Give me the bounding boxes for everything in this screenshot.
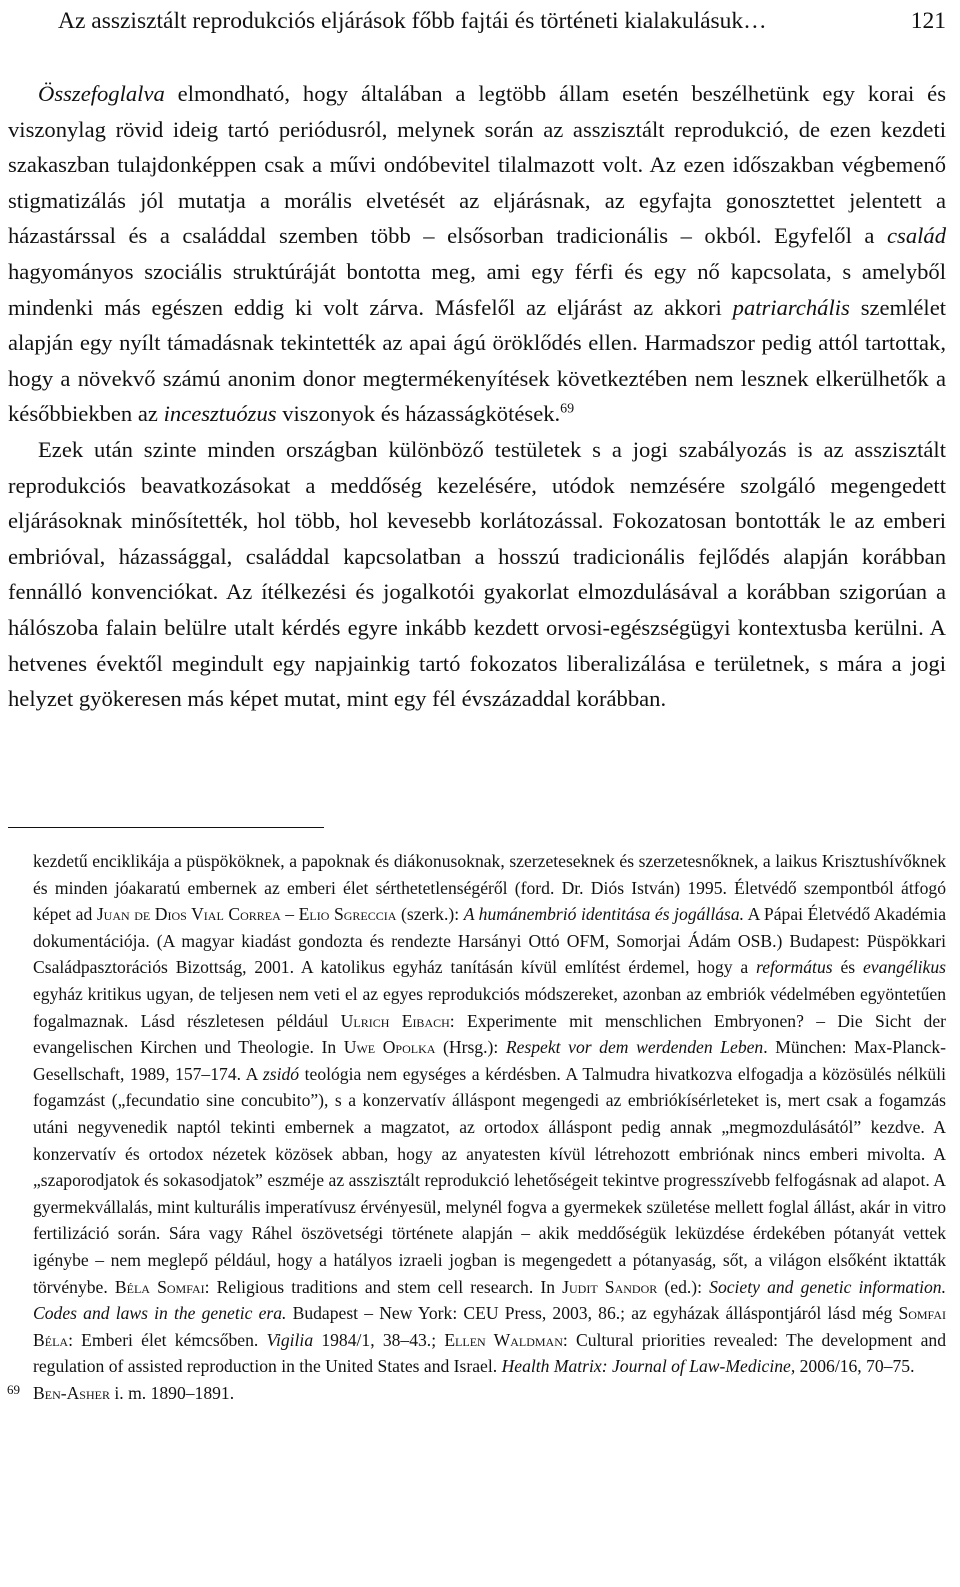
author-name: Juan de Dios Vial Correa [96, 904, 281, 925]
footnote-separator [8, 827, 324, 828]
italic-term: incesztuózus [163, 401, 277, 427]
footnote-number: 69 [7, 1381, 20, 1397]
author-name: Ben-Asher [33, 1382, 110, 1403]
book-title: Respekt vor dem werdenden Leben [505, 1037, 764, 1058]
text-run: 1984/1, 38–43.; [313, 1329, 445, 1350]
author-name: Uwe Opolka [343, 1037, 436, 1058]
author-name: Somfai Béla [33, 1303, 947, 1350]
footnote-69 [7, 1380, 946, 1407]
italic-term: református [756, 957, 833, 978]
text-run: (ed.): [657, 1276, 710, 1297]
running-header [0, 6, 946, 36]
text-run: – [280, 904, 299, 925]
author-name: Elio Sgreccia [298, 904, 397, 925]
text-run: és [832, 957, 863, 978]
italic-term: család [887, 223, 946, 249]
italic-lead: Összefoglalva [38, 81, 165, 106]
text-run: elmondható, hogy általában a legtöbb állam esetén beszélhetünk egy korai és viszonylag rövid ideig tartó periódusról, melynek során az asszisztált reprodukció, de ezen kezdeti szakaszban tulajdonképpen csak a művi ondóbevitel tilalmazott volt. Az ezen időszakban végbemenő stigmatizálás jól mutatja a morális elvetését az eljárásnak, az egyfajta gonosztettet jelentett a házastárssal és a családdal szemben több – elsősorban tradicionális – okból. Egyfelől a [8, 81, 946, 249]
page-number: 121 [910, 8, 946, 34]
text-run: : Experimente mit menschlichen Embryonen? – Die Sicht der evangelischen Kirchen und Theologie. In [33, 1010, 946, 1058]
author-name: Béla Somfai [114, 1276, 205, 1297]
italic-term: zsidó [262, 1063, 300, 1084]
text-run: hagyományos szociális struktúráját bontotta meg, ami egy férfi és egy nő kapcsolata, s amelyből mindenki más egészen eddig ki volt zárva. Másfelől az eljárást az akkori [8, 258, 946, 320]
text-run: szemlélet alapján egy nyílt támadásnak tekintették az apai ágú öröklődés ellen. Harmadszor pedig attól tartottak, hogy a növekvő számú anonim donor megtermékenyítések következtében nem lesznek elkerülhetők a későbbiekben az [8, 294, 947, 427]
text-run: (szerk.): [396, 904, 464, 925]
paragraph-2: Ezek után szinte minden országban különböző testületek s a jogi szabályozás is az asszisztált reprodukciós beavatkozásokat a meddőség kezelésére, utódok nemzésére szolgáló megengedett eljárásoknak minősítették, hol több, hol kevesebb korlátozással. Fokozatosan bontották le az emberi embrióval, házassággal, családdal kapcsolatban a hosszú tradicionális fejlődés alapján korábban fennálló konvenciókat. Az ítélkezési és jogalkotói gyakorlat elmozdulásával a korábban szigorúan a hálószoba falain belülre utalt kérdés egyre inkább kezdett orvosi-egészségügyi kontextusba kerülni. A hetvenes évektől megindult egy napjainkig tartó fokozatos liberalizálása e területnek, s mára a jogi helyzet gyökeresen más képet mutat, mint egy fél évszázaddal korábban. [8, 436, 946, 712]
text-run: 2006/16, 70–75. [795, 1356, 915, 1377]
book-title: Society and genetic information. Codes and laws in the genetic era. [33, 1276, 947, 1324]
text-run: (Hrsg.): [435, 1037, 506, 1058]
author-name: Ellen Waldman [444, 1329, 563, 1350]
text-run: : Religious traditions and stem cell research. In [204, 1276, 563, 1297]
book-title: A humánembrió identitása és jogállása. [463, 904, 745, 925]
footnote-ref-69[interactable]: 69 [560, 401, 575, 417]
main-text [8, 76, 946, 717]
text-run: . München: Max-Planck-Gesellschaft, 1989, 157–174. A [33, 1037, 946, 1084]
author-name: Ulrich Eibach [340, 1010, 450, 1031]
footnote-continued [33, 848, 946, 1380]
text-run: i. m. 1890–1891. [109, 1382, 235, 1403]
author-name: Judit Sandor [562, 1276, 658, 1297]
italic-term: patriarchális [732, 294, 850, 320]
text-run: : Cultural priorities revealed: The development and regulation of assisted reproduction in the United States and Israel. [33, 1329, 946, 1377]
text-run: egyház kritikus ugyan, de teljesen nem veti el az egyes reprodukciós módszereket, azonban az embriók védelmében egyöntetűen fogalmaznak. Lásd részletesen például [33, 983, 946, 1031]
paragraph-1 [8, 76, 946, 432]
text-run: kezdetű enciklikája a püspököknek, a papoknak és diákonusoknak, szerzeteseknek és szerzetesnőknek, a laikus Krisztushívőknek és minden jóakaratú embernek az emberi élet sérthetetlenségéről (ford. Dr. Diós István) 1995. Életvédő szempontból átfogó képet ad [33, 851, 946, 925]
text-run: teológia nem egységes a kérdésben. A Talmudra hivatkozva elfogadja a közösülés nélküli fogamzást („fecundatio sine concubito”), s a konzervatív álláspont megengedi az embriókísérleteket is, mert csak a fogamzás utáni negyvenedik naptól tekinti embernek a magzatot, az ortodox álláspont pedig annak „megmozdulásától” kezdve. A konzervatív és ortodox nézetek közösek abban, hogy az anyatesten kívül létrehozott embriónak nincs emberi mivolta. A „szaporodjatok és sokasodjatok” eszméje az asszisztált reprodukció lehetőségeit tekintve progresszívebb felfogásnak ad alapot. A gyermekvállalás, mint kulturális imperatívusz érvényesül, melynél fogva a gyermekek születése mellett foglal állást, akár in vitro fertilizáció során. Sára vagy Ráhel öszövetségi története alapján – akik meddőségük leküzdése érdekében pótanyát vettek igénybe – nem meglepő például, hogy a hatályos izraeli jogban is megengedett a pótanyaság, sőt, a világon elsőként iktatták törvénybe. [33, 1063, 946, 1297]
journal-title: Health Matrix: Journal of Law-Medicine, [501, 1356, 796, 1377]
running-header-title: Az asszisztált reprodukciós eljárások főbb fajtái és történeti kialakulásuk… [58, 8, 767, 34]
text-run: Budapest – New York: CEU Press, 2003, 86.; az egyházak álláspontjáról lásd még [286, 1303, 899, 1324]
italic-term: evangélikus [862, 957, 946, 978]
journal-title: Vigilia [266, 1329, 314, 1350]
text-run: : Emberi élet kémcsőben. [68, 1329, 267, 1350]
text-run: A Pápai Életvédő Akadémia dokumentációja. (A magyar kiadást gondozta és rendezte Harsányi Ottó OFM, Somorjai Ádám OSB.) Budapest: Püspökkari Családpasztorációs Bizottság, 2001. A katolikus egyház tanításán kívül említést érdemel, hogy a [33, 904, 946, 978]
text-run: viszonyok és házasságkötések. [276, 401, 561, 427]
footnotes [7, 848, 947, 1406]
